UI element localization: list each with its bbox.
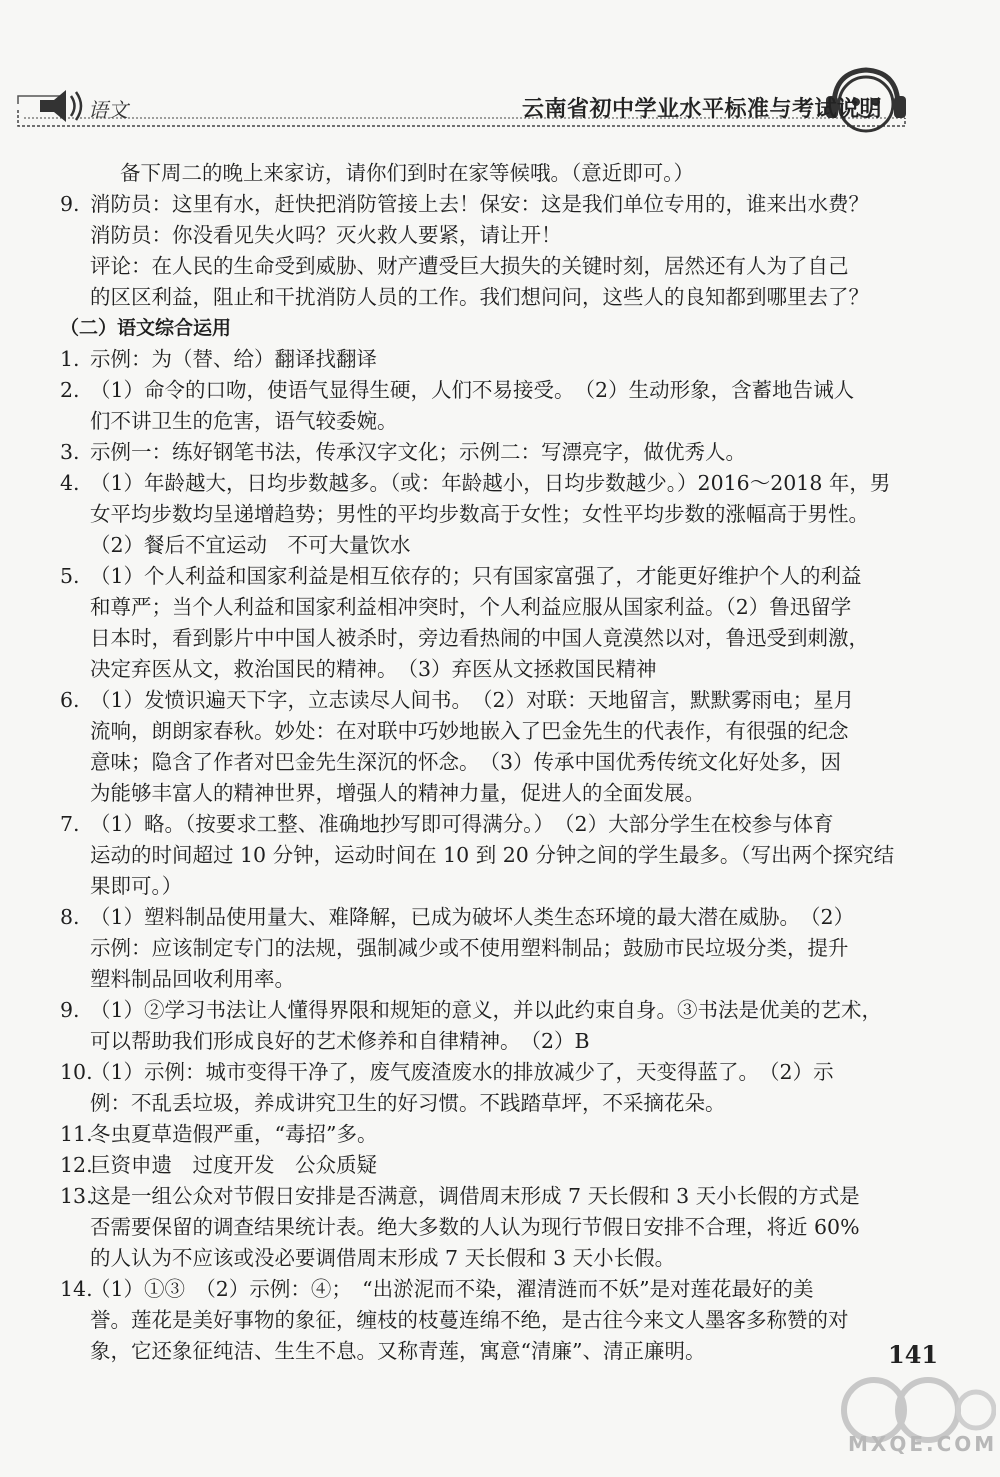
text-line — [60, 1088, 940, 1119]
text-line — [60, 158, 940, 189]
item-number: 11. — [60, 1122, 93, 1146]
line-text: 意味；隐含了作者对巴金先生深沉的怀念。 （3）传承中国优秀传统文化好处多，因 — [90, 750, 842, 774]
text-line — [60, 871, 940, 902]
line-text: （1）①③ （2）示例：④； “出淤泥而不染，濯清涟而不妖”是对莲花最好的美 — [90, 1277, 814, 1301]
text-line — [60, 530, 940, 561]
text-line — [60, 716, 940, 747]
text-line — [60, 592, 940, 623]
line-text: （1）示例：城市变得干净了，废气废渣废水的排放减少了，天变得蓝了。 （2）示 — [90, 1060, 834, 1084]
subject-label: 语文 — [88, 98, 128, 122]
item-number: 7. — [60, 812, 80, 836]
line-text: 可以帮助我们形成良好的艺术修养和自律精神。 （2）B — [90, 1029, 590, 1053]
item-number: 9. — [60, 998, 80, 1022]
line-text: 例：不乱丢垃圾，养成讲究卫生的好习惯。不践踏草坪，不采摘花朵。 — [90, 1091, 726, 1115]
text-line — [60, 778, 940, 809]
text-line — [60, 1305, 940, 1336]
text-line — [60, 1212, 940, 1243]
text-line — [60, 964, 940, 995]
text-line — [60, 189, 940, 220]
line-text: 否需要保留的调查结果统计表。绝大多数的人认为现行节假日安排不合理，将近 60% — [90, 1215, 860, 1239]
text-line — [60, 499, 940, 530]
line-text: 日本时，看到影片中中国人被杀时，旁边看热闹的中国人竟漠然以对，鲁迅受到刺激， — [90, 626, 869, 650]
text-line — [60, 1243, 940, 1274]
text-line — [60, 1026, 940, 1057]
line-text: 示例：应该制定专门的法规，强制减少或不使用塑料制品；鼓励市民垃圾分类，提升 — [90, 936, 849, 960]
watermark-logo-icon — [836, 1368, 996, 1473]
line-text: （1）塑料制品使用量大、难降解，已成为破坏人类生态环境的最大潜在威胁。 （2） — [90, 905, 855, 929]
text-line — [60, 809, 940, 840]
line-text: （1）命令的口吻，使语气显得生硬，人们不易接受。 （2）生动形象，含蓄地告诫人 — [90, 378, 855, 402]
text-line — [60, 685, 940, 716]
page-header — [0, 0, 1000, 160]
text-line — [60, 840, 940, 871]
line-text: （1）年龄越大，日均步数越多。（或：年龄越小，日均步数越少。）2016～2018 年，男 — [90, 471, 891, 495]
line-text: （1）个人利益和国家利益是相互依存的；只有国家富强了，才能更好维护个人的利益 — [90, 564, 862, 588]
line-text: 塑料制品回收利用率。 — [90, 967, 295, 991]
text-line — [60, 282, 940, 313]
text-line — [60, 406, 940, 437]
line-text: 消防员：这里有水，赶快把消防管接上去！保安：这是我们单位专用的，谁来出水费？ — [90, 192, 869, 216]
item-number: 12. — [60, 1153, 93, 1177]
text-line — [60, 561, 940, 592]
text-line — [60, 623, 940, 654]
item-number: 10. — [60, 1060, 93, 1084]
line-text: 冬虫夏草造假严重，“毒招”多。 — [90, 1122, 378, 1146]
line-text: 备下周二的晚上来家访，请你们到时在家等候哦。（意近即可。） — [120, 161, 694, 185]
text-line — [60, 1274, 940, 1305]
item-number: 9. — [60, 192, 80, 216]
line-text: 的区区利益，阻止和干扰消防人员的工作。我们想问问，这些人的良知都到哪里去了？ — [90, 285, 869, 309]
line-text: 示例一：练好钢笔书法，传承汉字文化；示例二：写漂亮字，做优秀人。 — [90, 440, 746, 464]
line-text: 这是一组公众对节假日安排是否满意，调借周末形成 7 天长假和 3 天小长假的方式是 — [90, 1184, 860, 1208]
watermark-text: MXQE.COM — [848, 1432, 998, 1456]
section-heading — [60, 313, 940, 344]
text-line — [60, 654, 940, 685]
text-line — [60, 375, 940, 406]
item-number: 5. — [60, 564, 80, 588]
text-line — [60, 1119, 940, 1150]
item-number: 2. — [60, 378, 80, 402]
text-line — [60, 468, 940, 499]
line-text: 运动的时间超过 10 分钟，运动时间在 10 到 20 分钟之间的学生最多。（写出两个探究结 — [90, 843, 895, 867]
item-number: 8. — [60, 905, 80, 929]
line-text: 和尊严；当个人利益和国家利益相冲突时，个人利益应服从国家利益。（2）鲁迅留学 — [90, 595, 852, 619]
line-text: 女平均步数均呈递增趋势；男性的平均步数高于女性；女性平均步数的涨幅高于男性。 — [90, 502, 869, 526]
answer-content — [60, 158, 940, 1367]
speaker-icon — [40, 90, 81, 122]
text-line — [60, 747, 940, 778]
line-text: （2）餐后不宜运动 不可大量饮水 — [90, 533, 411, 557]
line-text: 流响，朗朗家春秋。妙处：在对联中巧妙地嵌入了巴金先生的代表作，有很强的纪念 — [90, 719, 849, 743]
line-text: 示例：为（替、给）翻译找翻译 — [90, 347, 377, 371]
line-text: （1）略。（按要求工整、准确地抄写即可得满分。） （2）大部分学生在校参与体育 — [90, 812, 834, 836]
line-text: （1）发愤识遍天下字，立志读尽人间书。 （2）对联：天地留言，默默雾雨电；星月 — [90, 688, 855, 712]
text-line — [60, 344, 940, 375]
line-text: 象，它还象征纯洁、生生不息。又称青莲，寓意“清廉”、清正廉明。 — [90, 1339, 706, 1363]
text-line — [60, 995, 940, 1026]
line-text: 评论：在人民的生命受到威胁、财产遭受巨大损失的关键时刻，居然还有人为了自己 — [90, 254, 849, 278]
item-number: 6. — [60, 688, 80, 712]
page-number: 141 — [888, 1340, 939, 1369]
text-line — [60, 220, 940, 251]
line-text: 巨资申遗 过度开发 公众质疑 — [90, 1153, 377, 1177]
line-text: 决定弃医从文，救治国民的精神。 （3）弃医从文拯救国民精神 — [90, 657, 657, 681]
text-line — [60, 251, 940, 282]
line-text: （二）语文综合运用 — [60, 317, 232, 339]
line-text: 消防员：你没看见失火吗？灭火救人要紧，请让开！ — [90, 223, 562, 247]
line-text: 的人认为不应该或没必要调借周末形成 7 天长假和 3 天小长假。 — [90, 1246, 676, 1270]
text-line — [60, 1150, 940, 1181]
line-text: 果即可。） — [90, 874, 183, 898]
book-title: 云南省初中学业水平标准与考试说明 — [522, 97, 883, 122]
header-decoration — [0, 0, 1000, 160]
item-number: 1. — [60, 347, 80, 371]
item-number: 3. — [60, 440, 80, 464]
item-number: 13. — [60, 1184, 93, 1208]
text-line — [60, 1336, 940, 1367]
text-line — [60, 902, 940, 933]
text-line — [60, 437, 940, 468]
line-text: 们不讲卫生的危害，语气较委婉。 — [90, 409, 398, 433]
line-text: 誉。莲花是美好事物的象征，缠枝的枝蔓连绵不绝，是古往今来文人墨客多称赞的对 — [90, 1308, 849, 1332]
text-line — [60, 933, 940, 964]
line-text: （1）②学习书法让人懂得界限和规矩的意义，并以此约束自身。③书法是优美的艺术， — [90, 998, 883, 1022]
text-line — [60, 1181, 940, 1212]
line-text: 为能够丰富人的精神世界，增强人的精神力量，促进人的全面发展。 — [90, 781, 705, 805]
text-line — [60, 1057, 940, 1088]
item-number: 14. — [60, 1277, 93, 1301]
item-number: 4. — [60, 471, 80, 495]
